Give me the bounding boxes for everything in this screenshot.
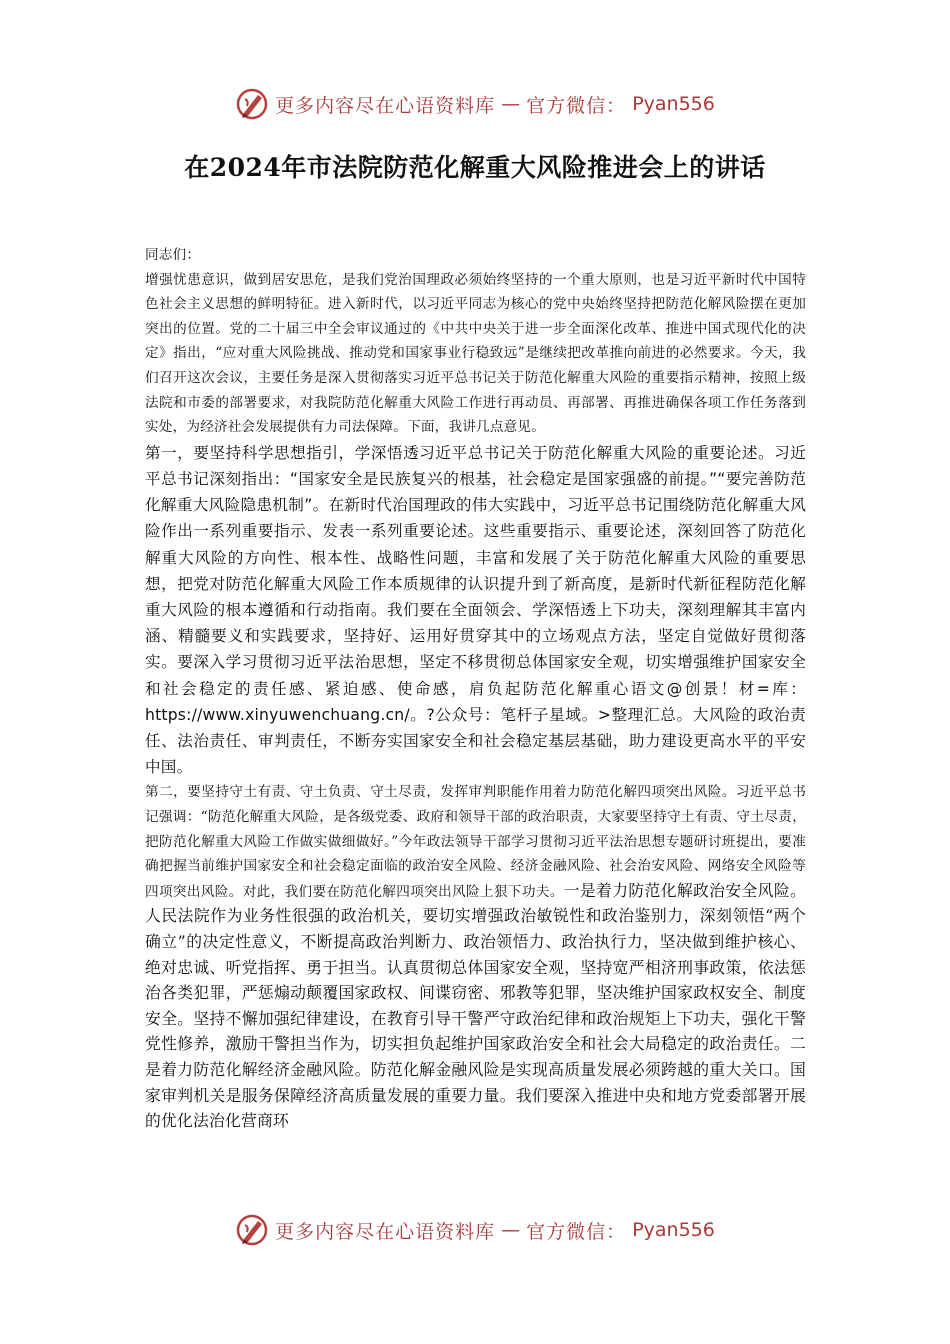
banner-separator: —	[501, 93, 521, 115]
salutation: 同志们：	[145, 247, 201, 263]
banner-text: 更多内容尽在心语资料库	[275, 1220, 496, 1243]
banner-wechat-label: 官方微信：	[526, 94, 627, 117]
pen-logo-icon	[235, 87, 269, 121]
document-body	[145, 243, 806, 1135]
section-one-paragraph: 第一，要坚持科学思想指引，学深悟透习近平总书记关于防范化解重大风险的重要论述。习近平总书记深刻指出：“国家安全是民族复兴的根基，社会稳定是国家强盛的前提。”“要完善防范化解重大风险隐患机制”。在新时代治国理政的伟大实践中，习近平总书记围绕防范化解重大风险作出一系列重要指示、发表一系列重要论述。这些重要指示、重要论述，深刻回答了防范化解重大风险的方向性、根本性、战略性问题，丰富和发展了关于防范化解重大风险的重要思想，把党对防范化解重大风险工作本质规律的认识提升到了新高度，是新时代新征程防范化解重大风险的根本遵循和行动指南。我们要在全面领会、学深悟透上下功夫，深刻理解其丰富内涵、精髓要义和实践要求，坚持好、运用好贯穿其中的立场观点方法，坚定自觉做好贯彻落实。要深入学习贯彻习近平法治思想，坚定不移贯彻总体国家安全观，切实增强维护国家安全和社会稳定的责任感、紧迫感、使命感，肩负起防范化解重心语文@创景！材=库：https://www.xinyuwenchuang.cn/。?公众号：笔杆子星域。>整理汇总。大风险的政治责任、法治责任、审判责任，不断夯实国家安全和社会稳定基层基础，助力建设更高水平的平安中国。	[145, 443, 806, 777]
section-two-continuation: 一是着力防范化解政治安全风险。人民法院作为业务性很强的政治机关，要切实增强政治敏锐性和政治鉴别力，深刻领悟“两个确立”的决定性意义，不断提高政治判断力、政治领悟力、政治执行力，坚决做到维护核心、绝对忠诚、听党指挥、勇于担当。认真贯彻总体国家安全观，坚持宽严相济刑事政策，依法惩治各类犯罪，严惩煽动颠覆国家政权、间谍窃密、邪教等犯罪，坚决维护国家政权安全、制度安全。坚持不懈加强纪律建设，在教育引导干警严守政治纪律和政治规矩上下功夫，强化干警党性修养，激励干警担当作为，切实担负起维护国家政治安全和社会大局稳定的政治责任。二是着力防范化解经济金融风险。防范化解金融风险是实现高质量发展必须跨越的重大关口。国家审判机关是服务保障经济高质量发展的重要力量。我们要深入推进中央和地方党委部署开展的优化法治化营商环	[145, 880, 806, 1131]
document-title: 在2024年市法院防范化解重大风险推进会上的讲话	[184, 153, 766, 182]
section-two-paragraph	[145, 780, 806, 1134]
footer-banner	[0, 1210, 950, 1250]
header-banner	[0, 84, 950, 124]
section-two-opening: 第二，要坚持守土有责、守土负责、守土尽责，发挥审判职能作用着力防范化解四项突出风险。习近平总书记强调：“防范化解重大风险，是各级党委、政府和领导干部的政治职责，大家要坚持守土有责、守土尽责，把防范化解重大风险工作做实做细做好。”今年政法领导干部学习贯彻习近平法治思想专题研讨班提出，要准确把握当前维护国家安全和社会稳定面临的政治安全风险、经济金融风险、社会治安风险、网络安全风险等四项突出风险。对此，我们要在防范化解四项突出风险上狠下功夫。	[145, 784, 806, 900]
pen-logo-icon	[235, 1213, 269, 1247]
banner-wechat-id: Pyan556	[632, 93, 715, 115]
banner-wechat-id: Pyan556	[632, 1219, 715, 1241]
banner-separator: —	[501, 1219, 521, 1241]
banner-text: 更多内容尽在心语资料库	[275, 94, 496, 117]
banner-wechat-label: 官方微信：	[526, 1220, 627, 1243]
intro-paragraph: 增强忧患意识，做到居安思危，是我们党治国理政必须始终坚持的一个重大原则，也是习近平新时代中国特色社会主义思想的鲜明特征。进入新时代，以习近平同志为核心的党中央始终坚持把防范化解风险摆在更加突出的位置。党的二十届三中全会审议通过的《中共中央关于进一步全面深化改革、推进中国式现代化的决定》指出，“应对重大风险挑战、推动党和国家事业行稳致远”是继续把改革推向前进的必然要求。今天，我们召开这次会议，主要任务是深入贯彻落实习近平总书记关于防范化解重大风险的重要指示精神，按照上级法院和市委的部署要求，对我院防范化解重大风险工作进行再动员、再部署、再推进确保各项工作任务落到实处，为经济社会发展提供有力司法保障。下面，我讲几点意见。	[145, 271, 806, 436]
